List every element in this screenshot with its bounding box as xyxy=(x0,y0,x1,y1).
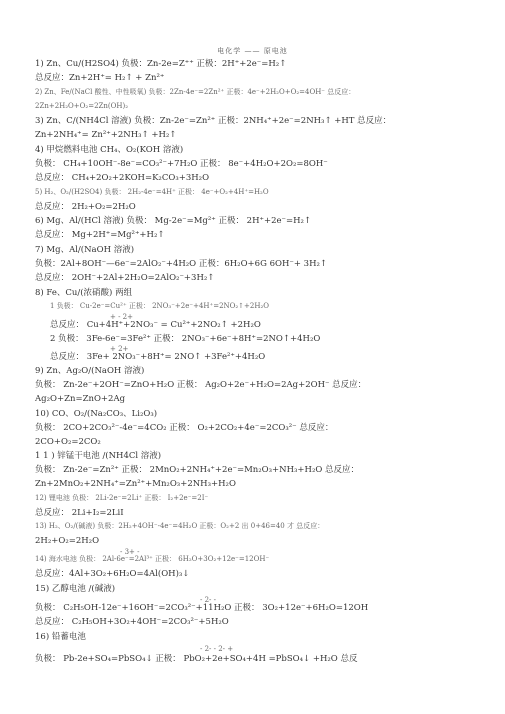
equation-line: + - 2+ xyxy=(110,313,133,321)
equation-line: 2) Zn、Fe/(NaCl 酸性、中性吸氧) 负极：2Zn-4e⁻=2Zn²⁺ 正极：4e⁻+2H₂O+O₂=4OH⁻ 总反应： xyxy=(35,88,356,96)
equation-line: 5) H₂、O₂/(H2SO4) 负极： 2H₂-4e⁻=4H⁺ 正极： 4e⁻+O₂+4H⁺=H₂O xyxy=(35,188,269,196)
equation-line: 总反应： 2Li+I₂=2LiI xyxy=(35,508,124,518)
equation-line: Zn+2MnO₂+2NH₄⁺=Zn²⁺+Mn₂O₃+2NH₃+H₂O xyxy=(35,479,236,489)
equation-line: 2 负极： 3Fe-6e⁻=3Fe²⁺ 正极： 2NO₃⁻+6e⁻+8H⁺=2NO↑+4H₂O xyxy=(50,334,321,344)
equation-line: 总反应： 2OH⁻+2Al+2H₂O=2AlO₂⁻+3H₂↑ xyxy=(35,273,215,283)
equation-line: 负极： 2CO+2CO₃²⁻-4e⁻=4CO₂ 正极： O₂+2CO₂+4e⁻=2CO₃²⁻ 总反应： xyxy=(35,423,334,433)
equation-line: 1 负极： Cu-2e⁻=Cu²⁺ 正极： 2NO₃⁻+2e⁻+4H⁺=2NO₂↑+2H₂O xyxy=(50,302,270,310)
equation-line: 负极： Pb-2e+SO₄=PbSO₄↓ 正极： PbO₂+2e+SO₄+4H =PbSO₄↓ +H₂O 总反 xyxy=(35,654,358,664)
equation-line: 16) 铅蓄电池 xyxy=(35,632,86,642)
equation-line: 总反应：4Al+3O₂+6H₂O=4Al(OH)₃↓ xyxy=(35,569,190,579)
equation-line: + 2+ xyxy=(110,345,129,353)
equation-line: 1) Zn、Cu/(H2SO4) 负极：Zn-2e=Z⁺⁺ 正极：2H⁺+2e⁻=H₂↑ xyxy=(35,59,287,69)
equation-line: 9) Zn、Ag₂O/(NaOH 溶液) xyxy=(35,366,145,376)
equation-line: 2CO+O₂=2CO₂ xyxy=(35,437,101,447)
equation-line: 10) CO、O₂/(Na₂CO₃、Li₂O₃) xyxy=(35,409,158,419)
equation-line: 14) 海水电池 负极： 2Al-6e⁻=2Al³⁺ 正极： 6H₂O+3O₂+12e⁻=12OH⁻ xyxy=(35,555,270,563)
equation-line: 总反应： 3Fe+ 2NO₃⁻+8H⁺= 2NO↑ +3Fe²⁺+4H₂O xyxy=(50,352,266,362)
equation-line: Zn+2NH₄⁺= Zn²⁺+2NH₃↑ +H₂↑ xyxy=(35,130,177,140)
equation-line: 负极： Zn-2e⁻=Zn²⁺ 正极： 2MnO₂+2NH₄⁺+2e⁻=Mn₂O₃+NH₃+H₂O 总反应： xyxy=(35,465,360,475)
equation-line: 1 1 ) 锌锰干电池 /(NH4Cl 溶液) xyxy=(35,451,162,461)
equation-line: 总反应： CH₄+2O₂+2KOH=K₂CO₃+3H₂O xyxy=(35,173,210,183)
equation-line: - 2- - 2- + xyxy=(200,645,234,653)
equation-line: 总反应：Zn+2H⁺= H₂↑ + Zn²⁺ xyxy=(35,73,165,83)
equation-line: 15) 乙醇电池 /(碱液) xyxy=(35,584,116,594)
equation-line: Ag₂O+Zn=ZnO+2Ag xyxy=(35,394,126,404)
equation-line: 3) Zn、C/(NH4Cl 溶液) 负极：Zn-2e⁻=Zn²⁺ 正极：2NH₄⁺+2e⁻=2NH₃↑ +HT 总反应： xyxy=(35,116,392,126)
equation-line: 6) Mg、Al/(HCl 溶液) 负极： Mg-2e⁻=Mg²⁺ 正极： 2H⁺+2e⁻=H₂↑ xyxy=(35,216,312,226)
equation-line: 总反应： 2H₂+O₂=2H₂O xyxy=(35,202,136,212)
equation-line: 总反应： Cu+4H⁺+2NO₃⁻ = Cu²⁺+2NO₂↑ +2H₂O xyxy=(50,320,261,330)
equation-line: 2Zn+2H₂O+O₂=2Zn(OH)₂ xyxy=(35,102,129,110)
equation-line: 总反应： C₂H₅OH+3O₂+4OH⁻=2CO₃²⁻+5H₂O xyxy=(35,617,229,627)
equation-line: 负极： Zn-2e⁻+2OH⁻=ZnO+H₂O 正极： Ag₂O+2e⁻+H₂O=2Ag+2OH⁻ 总反应： xyxy=(35,380,367,390)
equation-line: 12) 锂电池 负极： 2Li-2e⁻=2Li⁺ 正极： I₂+2e⁻=2I⁻ xyxy=(35,494,209,502)
equation-line: 总反应： Mg+2H⁺=Mg²⁺+H₂↑ xyxy=(35,230,165,240)
equation-line: 13) H₂、O₂/(碱液) 负极：2H₂+4OH⁻-4e⁻=4H₂O 正极：O₂+2 出 0+46=40 才 总反应： xyxy=(35,522,325,530)
equation-line: 负极： CH₄+10OH⁻-8e⁻=CO₃²⁻+7H₂O 正极： 8e⁻+4H₂O+2O₂=8OH⁻ xyxy=(35,159,328,169)
equation-line: 2H₂+O₂=2H₂O xyxy=(35,536,100,546)
equation-line: - 2- - xyxy=(200,596,216,604)
equation-line: 负极： C₂H₅OH-12e⁻+16OH⁻=2CO₃²⁻+11H₂O 正极： 3O₂+12e⁻+6H₂O=12OH xyxy=(35,603,369,613)
page-title: 电化学 —— 原电池 xyxy=(217,47,288,55)
equation-line: 负极：2Al+8OH⁻—6e⁻=2AlO₂⁻+4H₂O 正极：6H₂O+6G 6OH⁻+ 3H₂↑ xyxy=(35,259,328,269)
equation-line: 8) Fe、Cu/(浓硝酸) 两组 xyxy=(35,288,133,298)
equation-line: 7) Mg、Al/(NaOH 溶液) xyxy=(35,245,135,255)
equation-line: 4) 甲烷燃料电池 CH₄、O₂(KOH 溶液) xyxy=(35,145,184,155)
equation-line: - 3+ - xyxy=(120,548,140,556)
